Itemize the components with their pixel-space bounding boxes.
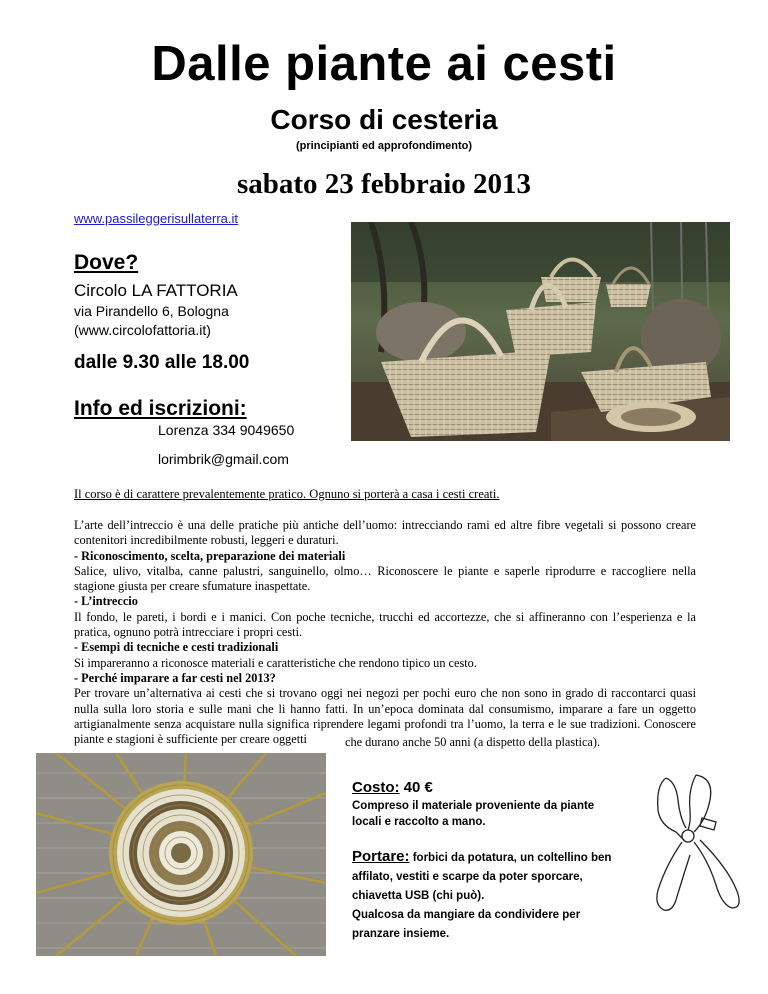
pruning-shears-icon [636, 770, 748, 920]
basket-collection-photo [351, 222, 730, 441]
info-heading: Info ed iscrizioni: [74, 397, 247, 420]
venue-address: via Pirandello 6, Bologna [74, 303, 229, 319]
section-heading-weaving: - L’intreccio [74, 594, 138, 609]
cost-description: Compreso il materiale proveniente da piante locali e raccolto a mano. [352, 800, 595, 828]
section-text-materials: Salice, ulivo, vitalba, canne palustri, sanguinello, olmo… Riconoscere le piante e saperle riprodurre e raccogliere nella stagione giusta per creare sfumature inaspettate. [74, 563, 696, 594]
cost-line [352, 779, 433, 797]
course-description [74, 518, 696, 747]
section-heading-why: - Perché imparare a far cesti nel 2013? [74, 670, 276, 685]
section-heading-materials: - Riconoscimento, scelta, preparazione dei materiali [74, 548, 346, 563]
bring-label: Portare: [352, 848, 410, 865]
section-heading-traditional: - Esempi di tecniche e cesti tradizionali [74, 640, 279, 655]
website-link[interactable]: www.passileggerisullaterra.it [74, 211, 239, 226]
venue-name: Circolo LA FATTORIA [74, 281, 238, 300]
section-text-why: Per trovare un’alternativa ai cesti che si trovano oggi nei negozi per pochi euro che non sono in grado di raccontarci quasi nulla sulla loro storia e sulle mani che li hanno fatti. In un’epoca dominata dal consumismo, imparare a fare un oggetto artigianalmente senza acquistare nulla significa riprendere legami profondi tra l’uomo, la terra e le sue tradizioni. Conoscere piante e stagioni è sufficiente per creare oggetti [74, 686, 696, 747]
bring-section [352, 847, 622, 944]
venue-website: (www.circolofattoria.it) [74, 322, 211, 338]
event-date: sabato 23 febbraio 2013 [236, 168, 532, 200]
event-hours: dalle 9.30 alle 18.00 [74, 352, 250, 373]
contact-email: lorimbrik@gmail.com [158, 451, 289, 467]
page-subtitle: Corso di cesteria [270, 104, 498, 135]
bring-extra: Qualcosa da mangiare da condividere per pranzare insieme. [352, 909, 581, 940]
subtitle-note: (principianti ed approfondimento) [296, 140, 472, 152]
section-text-why-last-line: che durano anche 50 anni (a dispetto della plastica). [345, 735, 601, 749]
woven-basket-base-photo [36, 753, 326, 956]
practical-note: Il corso è di carattere prevalentemente pratico. Ognuno si porterà a casa i cesti creati. [74, 487, 500, 501]
section-text-traditional: Si impareranno a riconosce materiali e caratteristiche che rendono tipico un cesto. [74, 655, 477, 670]
contact-phone: Lorenza 334 9049650 [158, 422, 295, 438]
section-text-weaving: Il fondo, le pareti, i bordi e i manici. Con poche tecniche, trucchi ed accortezze, che si affineranno con l’esperienza e la pratica, ognuno potrà intrecciare i propri cesti. [74, 609, 696, 640]
cost-value: 40 € [399, 779, 433, 796]
bring-text: forbici da potatura, un coltellino ben affilato, vestiti e scarpe da poter sporcare, chiavetta USB (chi può). [352, 852, 612, 902]
where-heading: Dove? [74, 251, 139, 274]
page-title: Dalle piante ai cesti [151, 37, 617, 91]
intro-paragraph: L’arte dell’intreccio è una delle pratiche più antiche dell’uomo: intrecciando rami ed altre fibre vegetali si possono creare contenitori incredibilmente robusti, leggeri e duraturi. [74, 518, 696, 548]
cost-label: Costo: [352, 779, 400, 796]
